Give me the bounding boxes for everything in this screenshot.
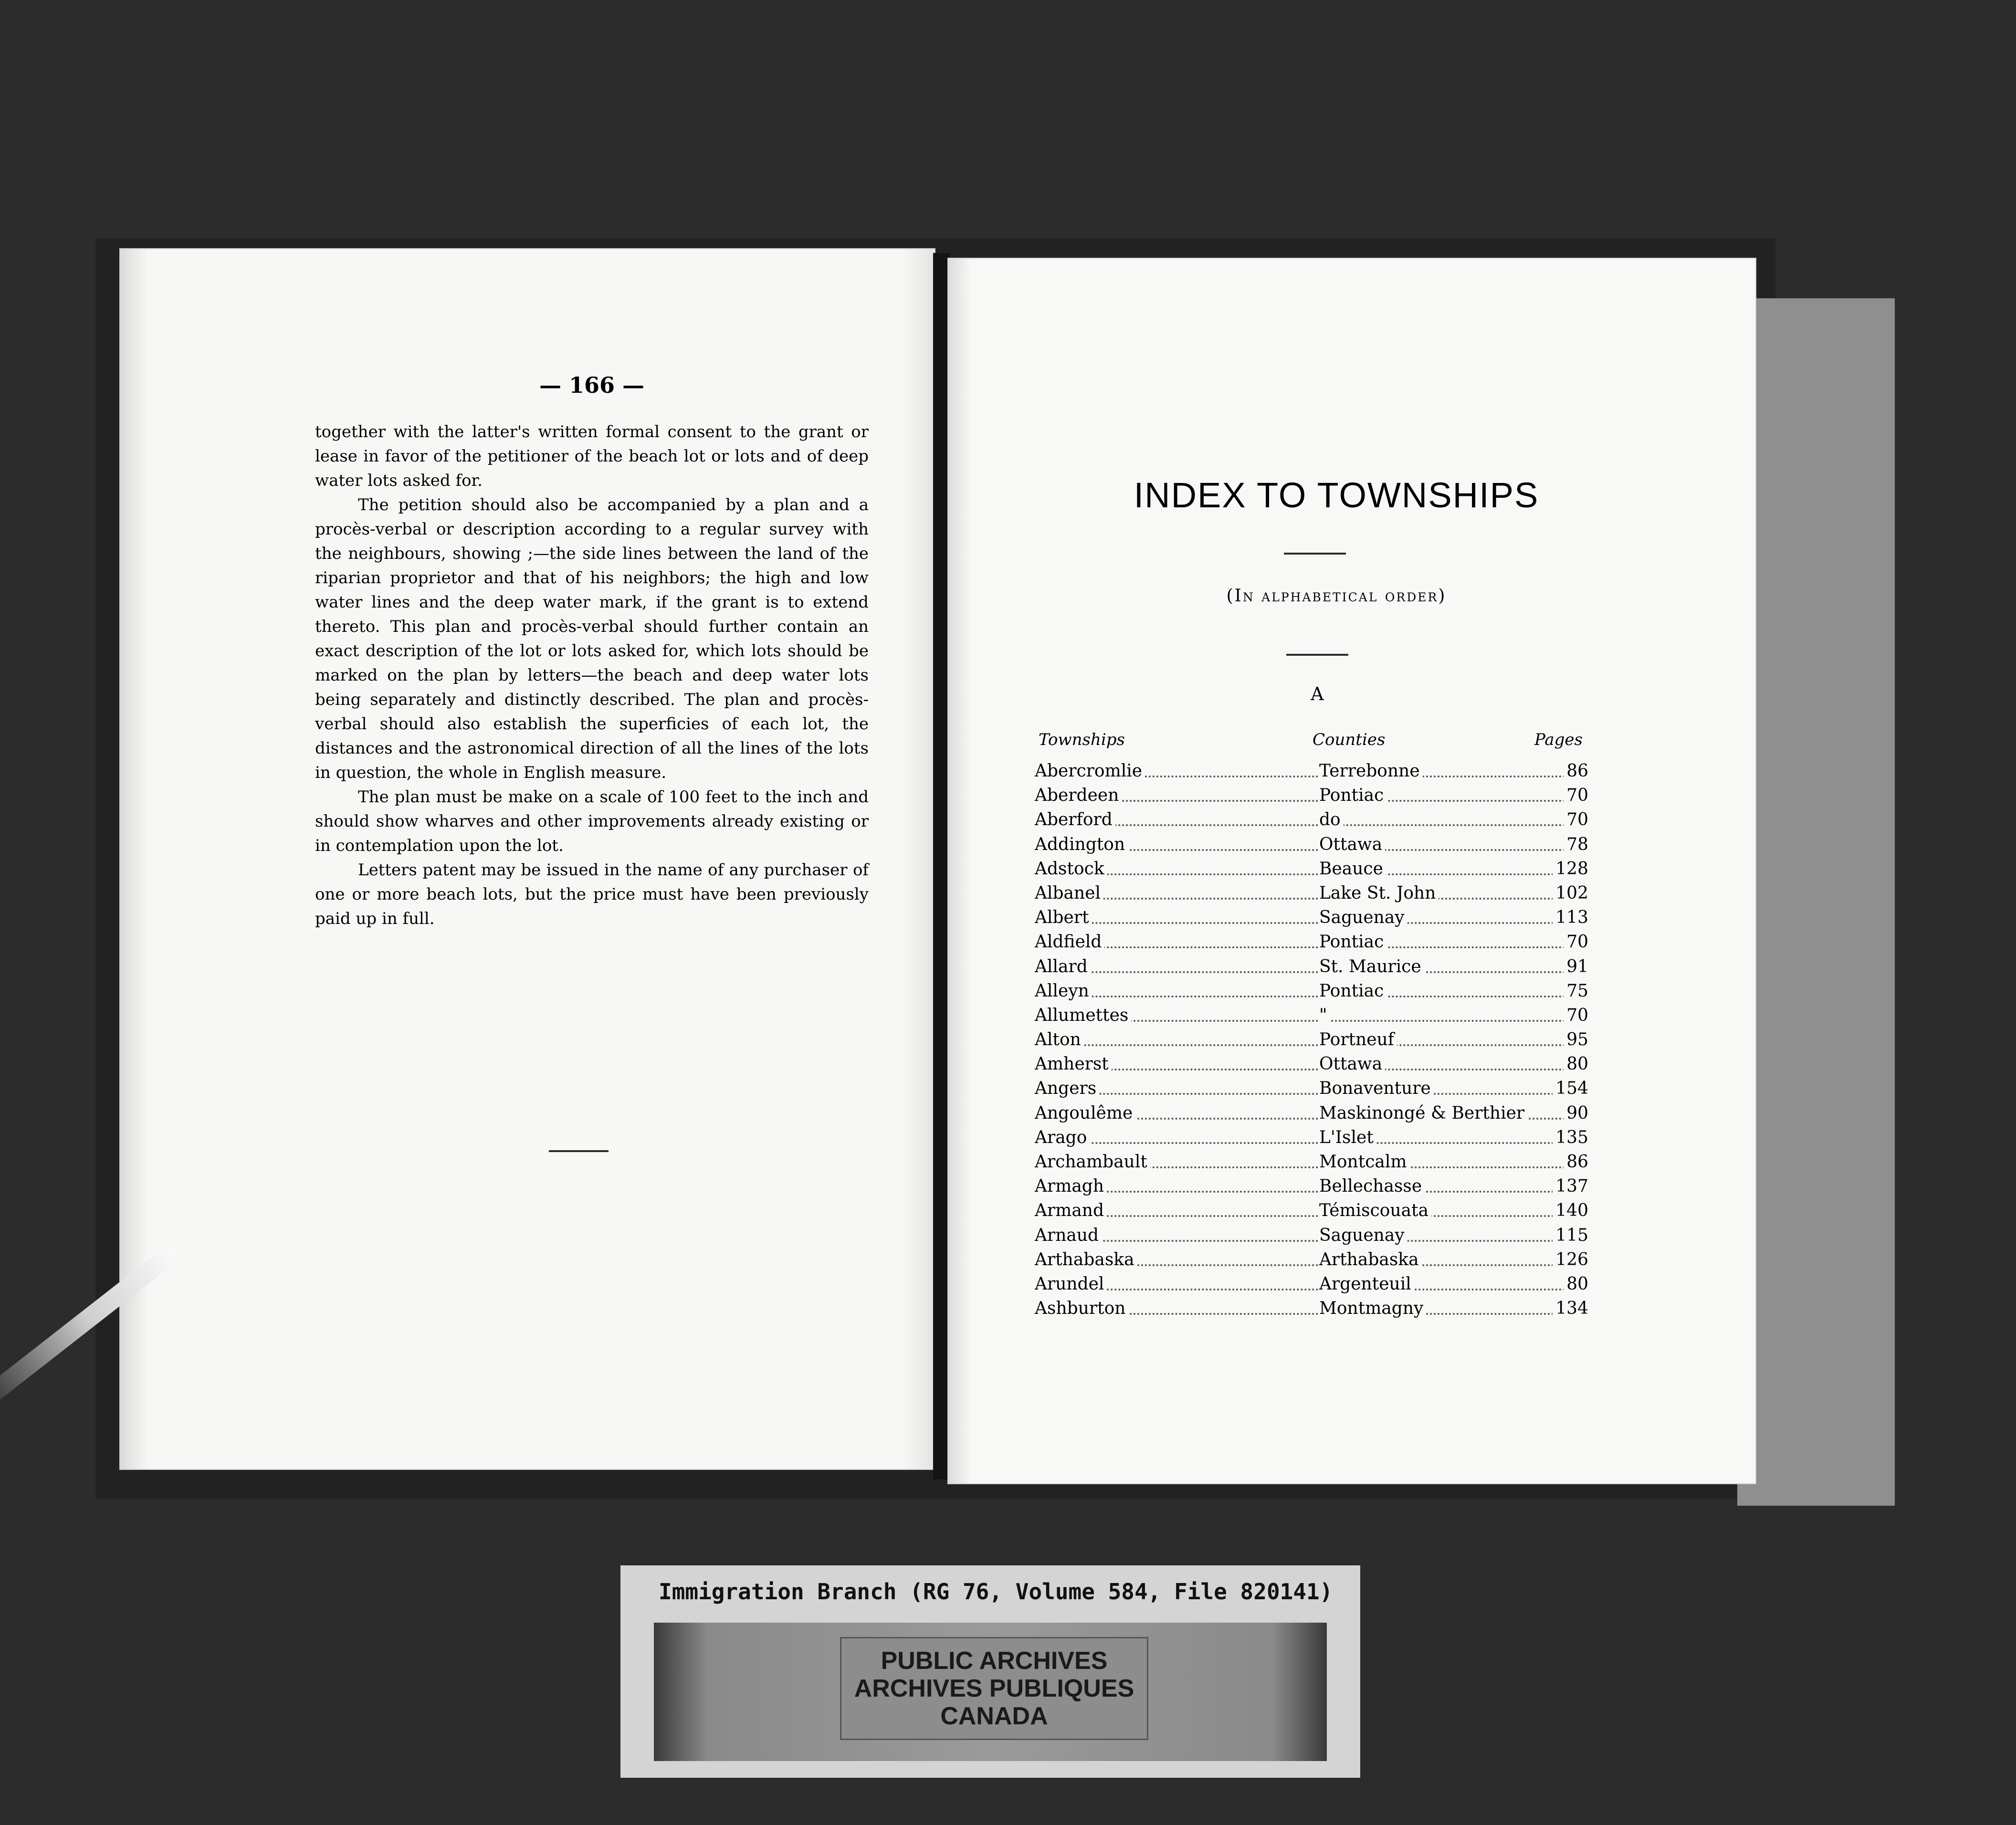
county-name: Montmagny (1319, 1299, 1426, 1318)
leader-dots (1035, 922, 1588, 924)
page-ref: 90 (1564, 1103, 1588, 1123)
index-row (1035, 908, 1588, 932)
county-name: Bellechasse (1319, 1176, 1425, 1196)
county-name: Maskinongé & Berthier (1319, 1103, 1527, 1123)
archives-stamp (840, 1637, 1148, 1740)
county-name: Saguenay (1319, 908, 1407, 927)
index-row (1035, 1006, 1588, 1030)
leader-dots (1035, 1289, 1588, 1290)
township-name: Arago (1035, 1128, 1090, 1147)
page-ref: 102 (1553, 883, 1588, 903)
page-ref: 128 (1553, 859, 1588, 879)
stamp-line: CANADA (940, 1702, 1048, 1730)
index-row (1035, 981, 1588, 1006)
page-ref: 134 (1553, 1299, 1588, 1318)
county-name: Pontiac (1319, 932, 1386, 952)
township-name: Addington (1035, 835, 1128, 854)
index-row (1035, 1128, 1588, 1152)
index-row (1035, 1030, 1588, 1054)
leader-dots (1035, 824, 1588, 826)
page-ref: 70 (1564, 1006, 1588, 1025)
township-name: Aldfield (1035, 932, 1104, 952)
county-name: L'Islet (1319, 1128, 1376, 1147)
leader-dots (1035, 1240, 1588, 1242)
archive-label (620, 1565, 1360, 1778)
county-name: Saguenay (1319, 1226, 1407, 1245)
county-name: Pontiac (1319, 981, 1386, 1001)
county-name: Beauce (1319, 859, 1386, 879)
index-row (1035, 1103, 1588, 1128)
county-name: Montcalm (1319, 1152, 1409, 1172)
leader-dots (1035, 1069, 1588, 1070)
township-name: Amherst (1035, 1054, 1112, 1074)
leader-dots (1035, 1142, 1588, 1144)
leader-dots (1035, 946, 1588, 948)
page-ref: 115 (1553, 1226, 1588, 1245)
left-page-body (315, 420, 869, 931)
county-name: do (1319, 810, 1344, 829)
page-ref: 140 (1553, 1201, 1588, 1220)
index-row (1035, 859, 1588, 883)
leader-dots (1035, 898, 1588, 900)
index-row (1035, 1201, 1588, 1225)
stamp-line: PUBLIC ARCHIVES (881, 1647, 1108, 1675)
township-name: Ashburton (1035, 1299, 1128, 1318)
index-row (1035, 835, 1588, 859)
county-name: Lake St. John (1319, 883, 1438, 903)
page-ref: 86 (1564, 1152, 1588, 1172)
page-ref: 70 (1564, 810, 1588, 829)
index-row (1035, 957, 1588, 981)
county-name: " (1319, 1006, 1330, 1025)
page-ref: 113 (1553, 908, 1588, 927)
index-title: INDEX TO TOWNSHIPS (1134, 475, 1539, 515)
township-name: Arundel (1035, 1274, 1107, 1294)
county-name: Ottawa (1319, 1054, 1385, 1074)
index-row (1035, 1054, 1588, 1079)
page-number: — 166 — (539, 372, 645, 398)
township-name: Aberdeen (1035, 786, 1122, 805)
township-name: Alleyn (1035, 981, 1092, 1001)
township-name: Albert (1035, 908, 1092, 927)
index-row (1035, 810, 1588, 834)
county-name: Bonaventure (1319, 1079, 1434, 1098)
paragraph: together with the latter's written formal consent to the grant or lease in favor of the petitioner of the beach lot or lots and of deep water lots asked for. (315, 422, 869, 490)
index-row (1035, 1250, 1588, 1274)
township-name: Archambault (1035, 1152, 1150, 1172)
leader-dots (1035, 1215, 1588, 1217)
township-name: Aberford (1035, 810, 1115, 829)
index-row (1035, 1079, 1588, 1103)
page-ref: 78 (1564, 835, 1588, 854)
index-row (1035, 932, 1588, 956)
township-name: Armand (1035, 1201, 1107, 1220)
page-ref: 126 (1553, 1250, 1588, 1269)
index-table (1035, 761, 1588, 1323)
archive-film-band (654, 1623, 1327, 1761)
leader-dots (1035, 1093, 1588, 1095)
township-name: Angoulême (1035, 1103, 1135, 1123)
county-name: Arthabaska (1319, 1250, 1422, 1269)
township-name: Allumettes (1035, 1006, 1131, 1025)
leader-dots (1035, 1044, 1588, 1046)
county-name: Témiscouata (1319, 1201, 1431, 1220)
county-name: Portneuf (1319, 1030, 1397, 1049)
index-row (1035, 786, 1588, 810)
county-name: Pontiac (1319, 786, 1386, 805)
index-subtitle: (In alphabetical order) (1226, 586, 1447, 606)
page-ref: 80 (1564, 1274, 1588, 1294)
township-name: Arthabaska (1035, 1250, 1137, 1269)
page-ref: 154 (1553, 1079, 1588, 1098)
index-row (1035, 883, 1588, 908)
township-name: Adstock (1035, 859, 1107, 879)
archive-caption: Immigration Branch (RG 76, Volume 584, File 820141) (659, 1579, 1333, 1605)
county-name: Ottawa (1319, 835, 1385, 854)
page-ref: 137 (1553, 1176, 1588, 1196)
page-ref: 135 (1553, 1128, 1588, 1147)
page-ref: 80 (1564, 1054, 1588, 1074)
township-name: Armagh (1035, 1176, 1107, 1196)
index-row (1035, 1274, 1588, 1299)
paragraph: The petition should also be accompanied by a plan and a procès-verbal or description according to a regular survey with the neighbours, showing ;—the side lines between the land of the riparian proprietor and that of his neighbors; the high and low water lines and the deep water mark, if the grant is to extend thereto. This plan and procès-verbal should further contain an exact description of the lot or lots asked for, which lots should be marked on the plan by letters—the beach and deep water lots being separately and distinctly described. The plan and procès-verbal should also establish the superficies of each lot, the distances and the astronomical direction of all the lines of the lots in question, the whole in English measure. (315, 495, 869, 782)
index-row (1035, 761, 1588, 786)
index-row (1035, 1299, 1588, 1323)
page-ref: 86 (1564, 761, 1588, 781)
leader-dots (1035, 1191, 1588, 1193)
column-header-townships: Townships (1039, 730, 1125, 749)
page-ref: 70 (1564, 786, 1588, 805)
end-rule (549, 1150, 609, 1152)
column-header-pages: Pages (1534, 730, 1583, 749)
section-letter: A (1311, 683, 1324, 704)
paragraph: The plan must be make on a scale of 100 feet to the inch and should show wharves and other improvements already existing or in contemplation upon the lot. (315, 787, 869, 855)
county-name: Argenteuil (1319, 1274, 1414, 1294)
stamp-line: ARCHIVES PUBLIQUES (854, 1675, 1134, 1702)
township-name: Angers (1035, 1079, 1099, 1098)
page-ref: 70 (1564, 932, 1588, 952)
page-ref: 75 (1564, 981, 1588, 1001)
leader-dots (1035, 971, 1588, 973)
backing-sheet (1737, 298, 1895, 1506)
page-ref: 95 (1564, 1030, 1588, 1049)
county-name: St. Maurice (1319, 957, 1424, 976)
township-name: Arnaud (1035, 1226, 1102, 1245)
index-row (1035, 1152, 1588, 1176)
index-row (1035, 1176, 1588, 1201)
title-rule (1284, 553, 1346, 555)
page-ref: 91 (1564, 957, 1588, 976)
township-name: Abercromlie (1035, 761, 1145, 781)
township-name: Alton (1035, 1030, 1084, 1049)
county-name: Terrebonne (1319, 761, 1423, 781)
index-row (1035, 1226, 1588, 1250)
leader-dots (1035, 873, 1588, 875)
paragraph: Letters patent may be issued in the name of any purchaser of one or more beach lots, but the price must have been previously paid up in full. (315, 860, 869, 928)
subtitle-rule (1286, 654, 1348, 656)
township-name: Allard (1035, 957, 1091, 976)
column-header-counties: Counties (1312, 730, 1386, 749)
leader-dots (1035, 996, 1588, 997)
township-name: Albanel (1035, 883, 1103, 903)
